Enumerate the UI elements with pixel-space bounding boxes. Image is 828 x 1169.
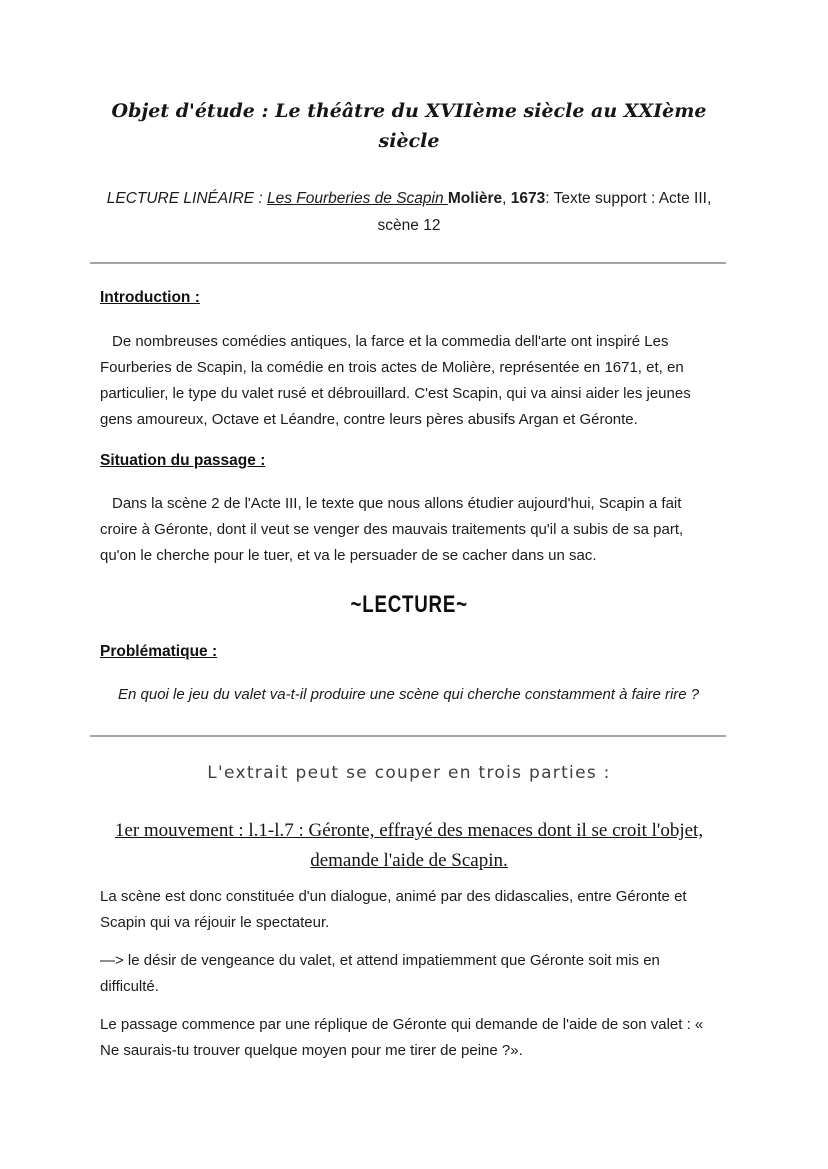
document-title: Objet d'étude : Le théâtre du XVIIème siècle au XXIème siècle — [111, 100, 707, 152]
problematique-question: En quoi le jeu du valet va-t-il produire une scène qui cherche constamment à faire rire ? — [118, 686, 700, 703]
first-movement-heading: 1er mouvement : l.1-l.7 : Géronte, effrayé des menaces dont il se croit l'objet, demande l'aide de Scapin. — [114, 820, 704, 871]
document-subtitle — [100, 185, 718, 239]
lecture-banner-text: ~LECTURE~ — [350, 591, 468, 618]
subtitle-author: Molière — [447, 190, 503, 207]
parts-intro-line: L'extrait peut se couper en trois parties : — [207, 763, 611, 783]
introduction-heading: Introduction : — [100, 289, 200, 306]
subtitle-work-title: Les Fourberies de Scapin — [266, 190, 448, 207]
problematique-heading: Problématique : — [100, 643, 218, 660]
analysis-paragraph-1: La scène est donc constituée d'un dialogue, animé par des didascalies, entre Géronte et Scapin qui va réjouir le spectateur. — [100, 888, 687, 931]
situation-paragraph: Dans la scène 2 de l'Acte III, le texte que nous allons étudier aujourd'hui, Scapin a fait croire à Géronte, dont il veut se venger des mauvais traitements qu'il a subis de sa part, qu'on le cherche pour le tuer, et va le persuader de se cacher dans un sac. — [100, 495, 684, 564]
horizontal-divider-middle — [90, 735, 726, 737]
introduction-paragraph: De nombreuses comédies antiques, la farce et la commedia dell'arte ont inspiré Les Fourberies de Scapin, la comédie en trois actes de Molière, représentée en 1671, et, en particulier, le type du valet rusé et débrouillard. C'est Scapin, qui va ainsi aider les jeunes gens amoureux, Octave et Léandre, contre leurs pères abusifs Argan et Géronte. — [100, 333, 691, 428]
horizontal-divider-top — [90, 262, 726, 264]
analysis-paragraph-3: Le passage commence par une réplique de Géronte qui demande de l'aide de son valet : « Ne saurais-tu trouver quelque moyen pour me tirer de peine ?». — [100, 1016, 704, 1059]
situation-heading: Situation du passage : — [100, 452, 266, 469]
subtitle-separator: , — [502, 190, 511, 207]
lecture-banner — [100, 590, 718, 623]
subtitle-support: : Texte support : Acte III, scène 12 — [377, 190, 712, 234]
subtitle-lecture-lineaire: LECTURE LINÉAIRE : — [106, 190, 267, 207]
analysis-paragraph-2: —> le désir de vengeance du valet, et attend impatiemment que Géronte soit mis en difficulté. — [100, 952, 660, 995]
subtitle-year: 1673 — [510, 190, 546, 207]
